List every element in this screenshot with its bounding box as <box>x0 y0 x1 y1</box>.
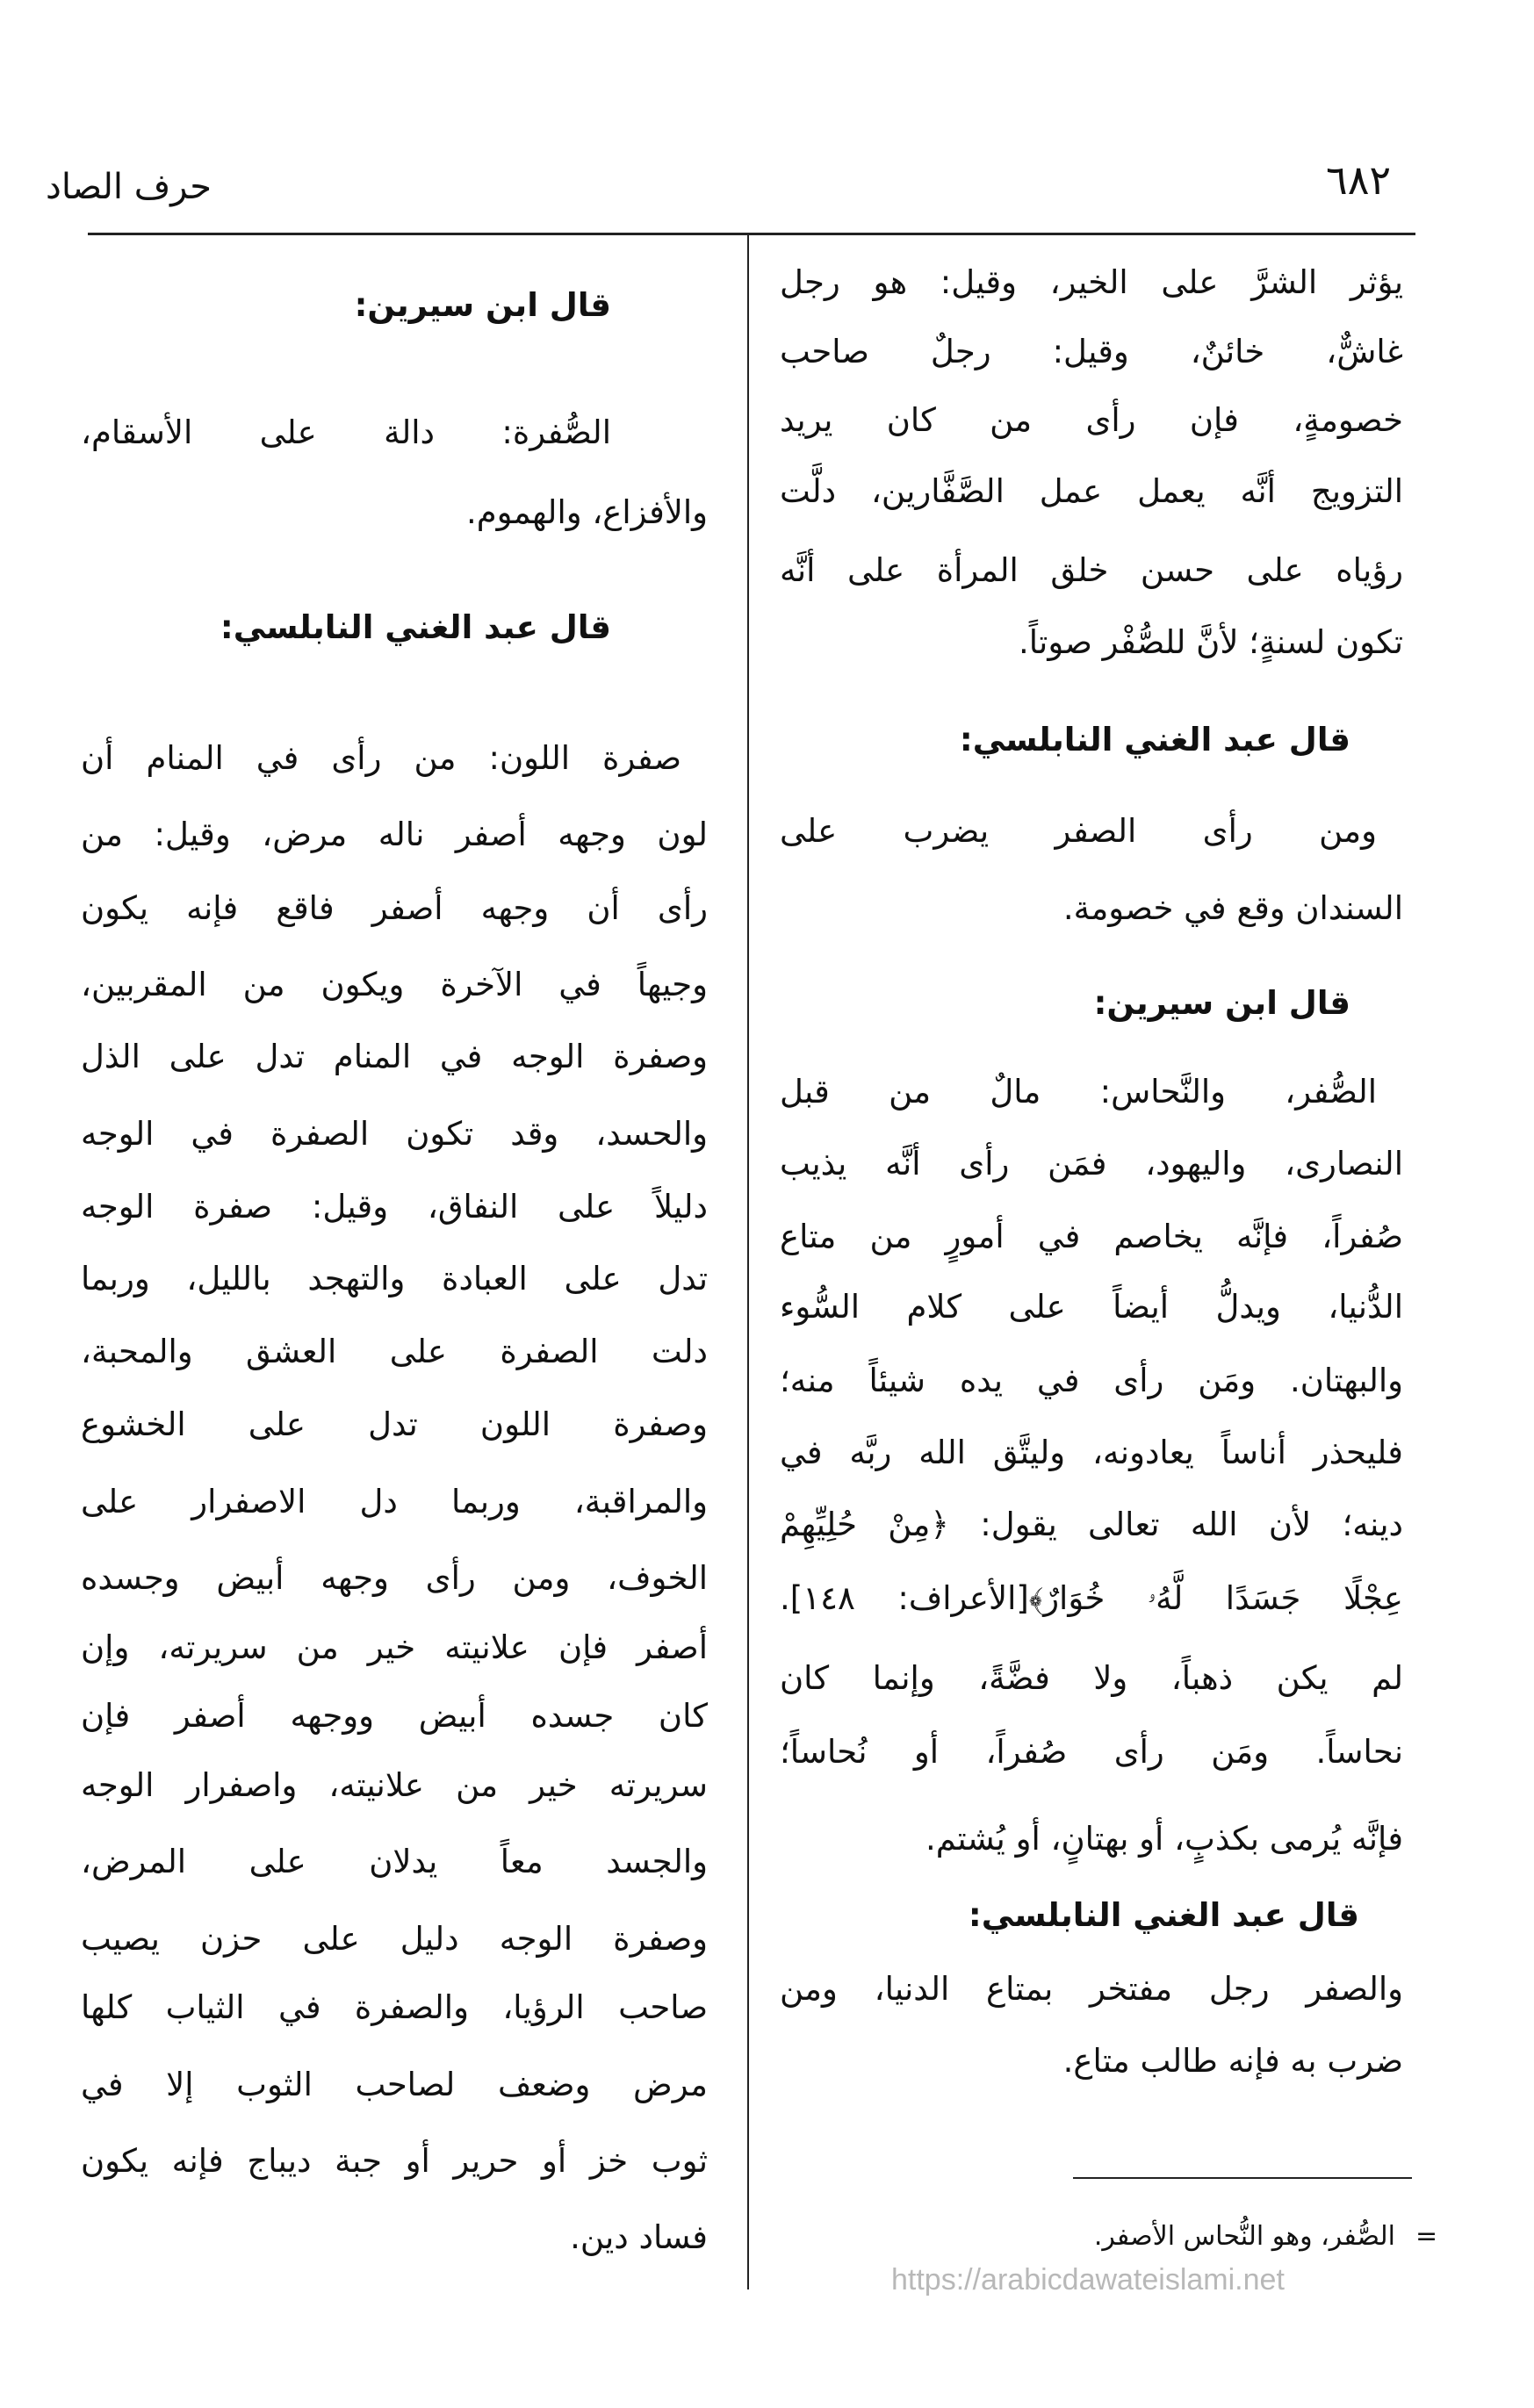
page-number: ٦٨٢ <box>1326 156 1392 204</box>
text-line: فإنَّه يُرمى بكذبٍ، أو بهتانٍ، أو يُشتم. <box>925 1820 1403 1858</box>
text-line: نحاساً. ومَن رأى صُفراً، أو نُحاساً؛ <box>780 1733 1403 1771</box>
text-line: والجسد معاً يدلان على المرض، <box>81 1843 708 1880</box>
column-divider <box>747 235 749 2289</box>
text-line: وصفرة اللون تدل على الخشوع <box>81 1405 708 1443</box>
section-heading: قال ابن سيرين: <box>1093 984 1350 1022</box>
text-line: كان جسده أبيض ووجهه أصفر فإن <box>81 1697 708 1735</box>
text-line: تكون لسنةٍ؛ لأنَّ للصُّفْر صوتاً. <box>1019 623 1403 661</box>
text-line: ضرب به فإنه طالب متاع. <box>1062 2042 1403 2080</box>
text-line: ثوب خز أو حرير أو جبة ديباج فإنه يكون <box>81 2142 708 2180</box>
text-line: أصفر فإن علانيته خير من سريرته، وإن <box>81 1628 708 1666</box>
text-line: فليحذر أناساً يعادونه، وليتَّق الله ربَّه في <box>780 1434 1403 1471</box>
footnote-text: الصُّفر، وهو النُّحاس الأصفر. <box>1093 2221 1395 2252</box>
text-line: صفرة اللون: من رأى في المنام أن <box>81 739 681 777</box>
text-line: يؤثر الشرَّ على الخير، وقيل: هو رجل <box>780 263 1403 301</box>
header-rule <box>88 233 1415 235</box>
text-line: سريرته خير من علانيته، واصفرار الوجه <box>81 1766 708 1804</box>
running-title: حرف الصاد <box>46 167 212 207</box>
text-line: الدُّنيا، ويدلُّ أيضاً على كلام السُّوء <box>780 1288 1403 1326</box>
text-line: دينه؛ لأن الله تعالى يقول: ﴿مِنْ حُلِيِّهِمْ <box>780 1506 1403 1543</box>
text-line: والمراقبة، وربما دل الاصفرار على <box>81 1483 708 1520</box>
footnote-marker: = <box>1415 2221 1438 2252</box>
text-line: صاحب الرؤيا، والصفرة في الثياب كلها <box>81 1988 708 2026</box>
text-line: النصارى، واليهود، فمَن رأى أنَّه يذيب <box>780 1145 1403 1182</box>
text-line: صُفراً، فإنَّه يخاصم في أمورٍ من متاع <box>780 1218 1403 1255</box>
text-line: والحسد، وقد تكون الصفرة في الوجه <box>81 1115 708 1153</box>
text-line: مرض وضعف لصاحب الثوب إلا في <box>81 2066 708 2103</box>
text-line: وصفرة الوجه في المنام تدل على الذل <box>81 1038 708 1075</box>
text-line: التزويج أنَّه يعمل عمل الصَّفَّارين، دلَّت <box>780 472 1403 510</box>
section-heading: قال عبد الغني النابلسي: <box>959 721 1350 758</box>
text-line: غاشٌّ، خائنٌ، وقيل: رجلٌ صاحب <box>780 333 1403 370</box>
section-heading: قال عبد الغني النابلسي: <box>220 608 611 646</box>
text-line: فساد دين. <box>570 2218 708 2256</box>
section-heading: قال عبد الغني النابلسي: <box>968 1896 1359 1934</box>
text-line: رأى أن وجهه أصفر فاقع فإنه يكون <box>81 889 708 927</box>
text-line: والبهتان. ومَن رأى في يده شيئاً منه؛ <box>780 1362 1403 1399</box>
text-line: الخوف، ومن رأى وجهه أبيض وجسده <box>81 1559 708 1597</box>
text-line: لون وجهه أصفر ناله مرض، وقيل: من <box>81 816 708 853</box>
text-line: والصفر رجل مفتخر بمتاع الدنيا، ومن <box>780 1970 1403 2008</box>
text-line: رؤياه على حسن خلق المرأة على أنَّه <box>780 551 1403 589</box>
text-line: عِجْلًا جَسَدًا لَّهُۥ خُوَارٌ﴾[الأعراف: ١٤٨]. <box>780 1579 1403 1617</box>
text-line: السندان وقع في خصومة. <box>1062 889 1403 927</box>
text-line: والأفزاع، والهموم. <box>465 493 708 531</box>
text-line: تدل على العبادة والتهجد بالليل، وربما <box>81 1260 708 1297</box>
text-line: وجيهاً في الآخرة ويكون من المقربين، <box>81 966 708 1003</box>
text-line: لم يكن ذهباً، ولا فضَّةً، وإنما كان <box>780 1659 1403 1697</box>
text-line: ومن رأى الصفر يضرب على <box>780 812 1377 850</box>
text-line: الصُّفرة: دالة على الأسقام، <box>81 413 611 451</box>
text-line: دليلاً على النفاق، وقيل: صفرة الوجه <box>81 1188 708 1226</box>
watermark: https://arabicdawateislami.net <box>891 2263 1285 2297</box>
text-line: دلت الصفرة على العشق والمحبة، <box>81 1333 708 1370</box>
text-line: خصومةٍ، فإن رأى من كان يريد <box>780 401 1403 439</box>
footnote-separator <box>1073 2177 1412 2179</box>
section-heading: قال ابن سيرين: <box>354 286 611 324</box>
text-line: الصُّفر، والنَّحاس: مالٌ من قبل <box>780 1073 1377 1111</box>
text-line: وصفرة الوجه دليل على حزن يصيب <box>81 1920 708 1958</box>
